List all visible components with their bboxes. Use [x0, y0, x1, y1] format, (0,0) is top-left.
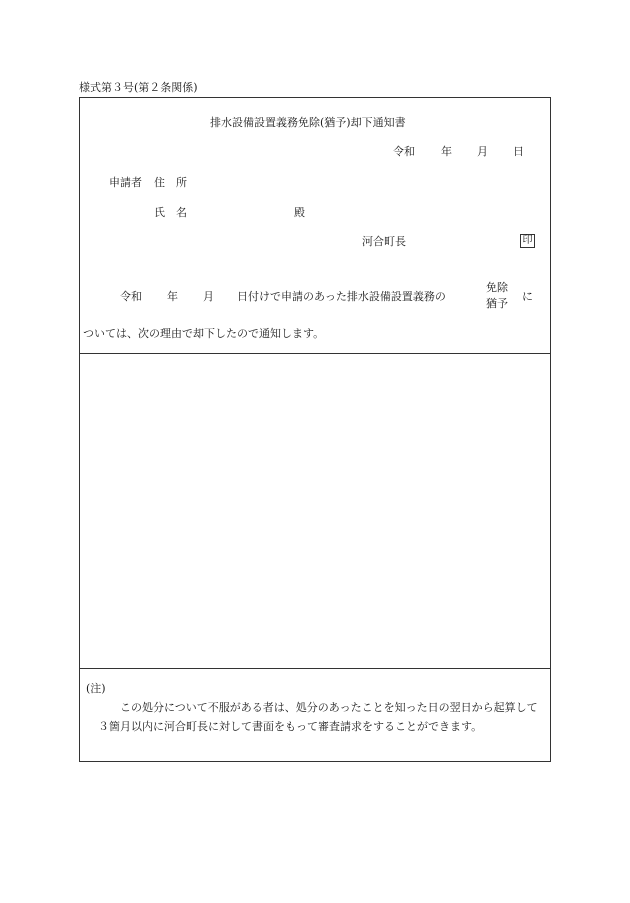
body-month: 月: [203, 290, 214, 303]
note-line-1: この処分について不服がある者は、処分のあったことを知った日の翌日から起算して: [120, 701, 538, 714]
date-year: 年: [441, 145, 452, 158]
document-title: 排水設備設置義務免除(猶予)却下通知書: [210, 116, 406, 129]
date-era: 令和: [393, 145, 415, 158]
name-label: 氏 名: [154, 206, 187, 219]
option-defer: 猶予: [486, 297, 508, 310]
applicant-label: 申請者: [109, 176, 142, 189]
date-day: 日: [513, 145, 524, 158]
note-label: (注): [86, 682, 106, 695]
seal-box: 印: [520, 234, 535, 248]
issuer-name: 河合町長: [362, 235, 406, 248]
option-exempt: 免除: [486, 281, 508, 294]
honorific: 殿: [294, 206, 305, 219]
body-text-2: ついては、次の理由で却下したので通知します。: [83, 327, 325, 340]
form-number: 様式第３号(第２条関係): [79, 81, 198, 94]
body-particle: に: [522, 290, 533, 303]
reason-area: [80, 354, 550, 668]
body-era: 令和: [120, 290, 142, 303]
address-label: 住 所: [154, 176, 187, 189]
divider-note-top: [79, 668, 551, 669]
note-line-2: ３箇月以内に河合町長に対して書面をもって審査請求をすることができます。: [98, 720, 483, 733]
body-year: 年: [167, 290, 178, 303]
body-text-1: 日付けで申請のあった排水設備設置義務の: [237, 290, 446, 303]
date-month: 月: [477, 145, 488, 158]
